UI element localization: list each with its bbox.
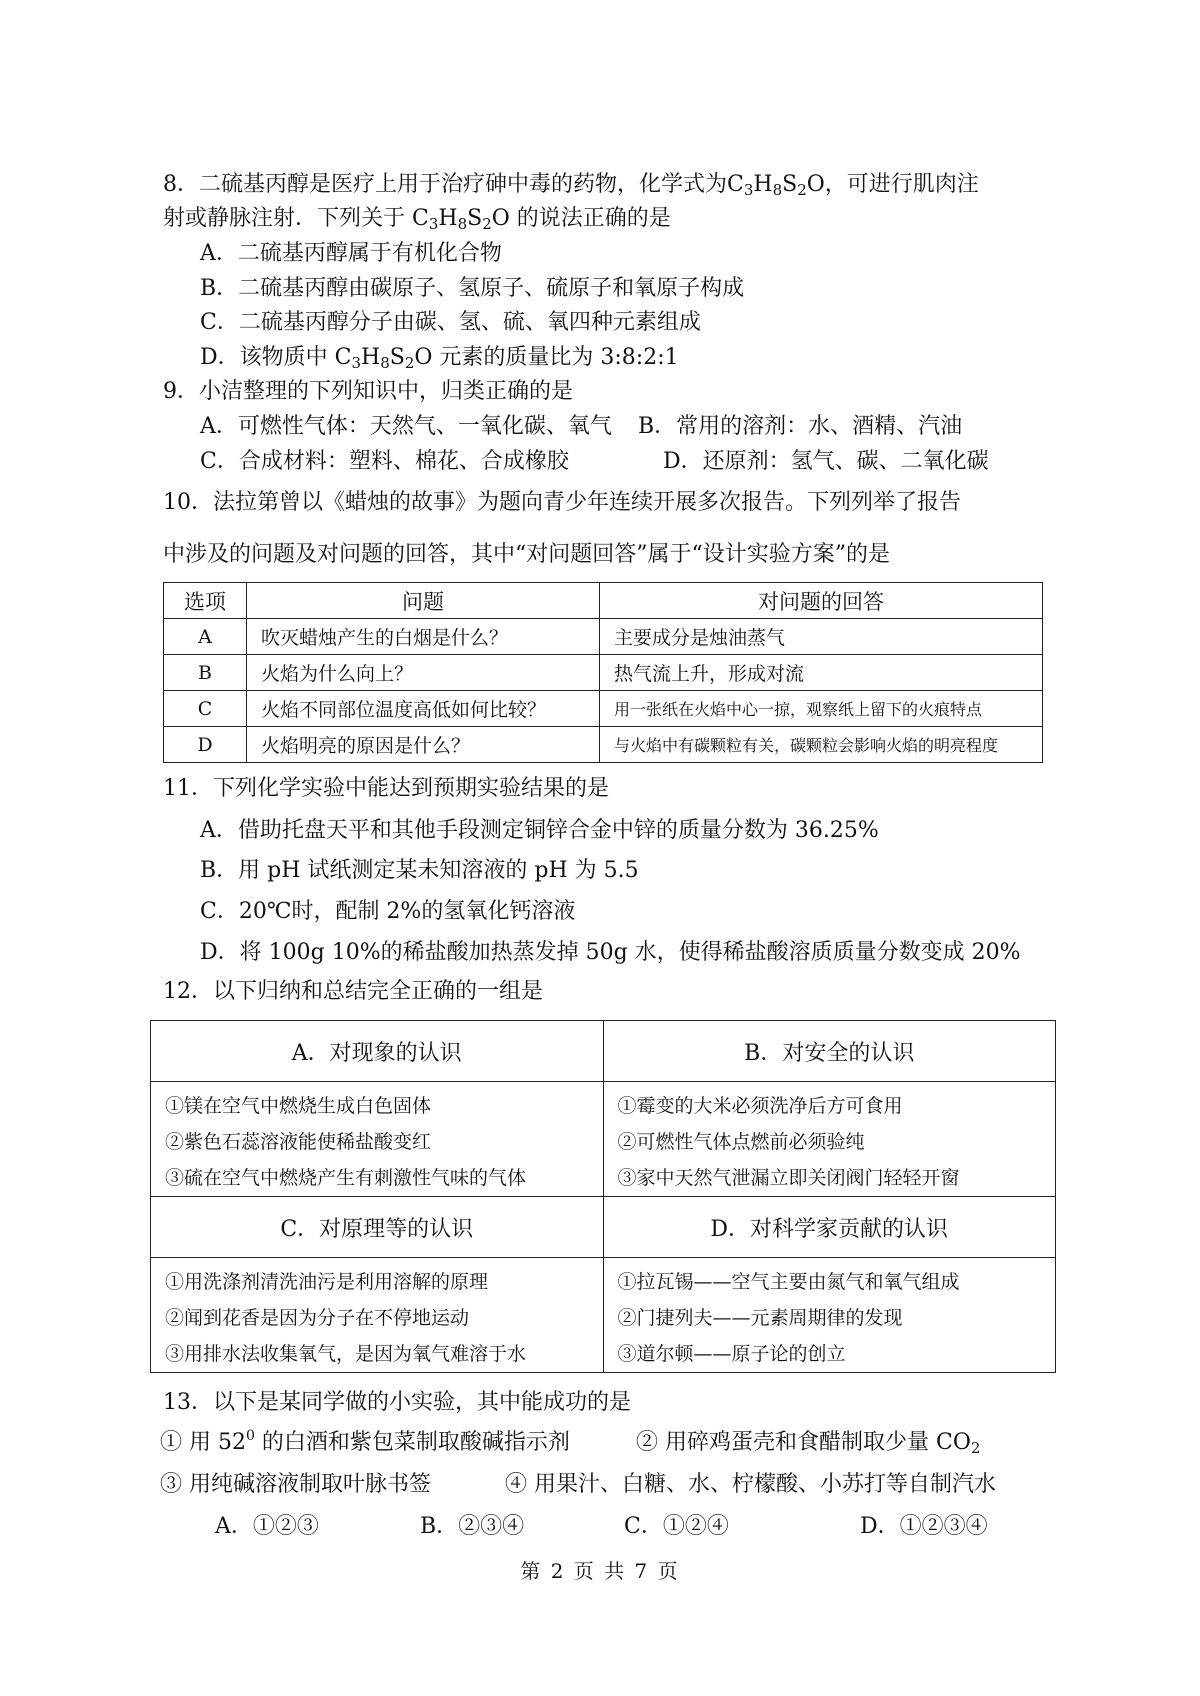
row-answer: 热气流上升，形成对流 (600, 655, 1043, 691)
q12-stem: 12．以下归纳和总结完全正确的一组是 (163, 979, 543, 1004)
q8-option-d-head: D．该物质中 (200, 345, 328, 370)
q11-option-d: D．将 100g 10%的稀盐酸加热蒸发掉 50g 水，使得稀盐酸溶质质量分数变成 20% (200, 940, 1021, 965)
table-row (164, 619, 1043, 655)
q11-option-b: B．用 pH 试纸测定某未知溶液的 pH 为 5.5 (200, 858, 639, 883)
table-row (164, 655, 1043, 691)
list-item: ③用排水法收集氧气，是因为氧气难溶于水 (165, 1343, 527, 1365)
q10-table (163, 582, 1043, 763)
list-item: ①拉瓦锡——空气主要由氮气和氧气组成 (617, 1271, 960, 1293)
q9-option-d: D．还原剂：氢气、碳、二氧化碳 (663, 449, 989, 474)
list-item: ①用洗涤剂清洗油污是利用溶解的原理 (165, 1271, 489, 1293)
q13-item-2-sub: 2 (970, 1439, 981, 1457)
q13-option-c: C．①②④ (624, 1514, 729, 1539)
row-answer: 主要成分是烛油蒸气 (600, 619, 1043, 655)
q12-a-items (151, 1082, 604, 1197)
list-item: ②门捷列夫——元素周期律的发现 (617, 1307, 903, 1329)
header-answer: 对问题的回答 (600, 583, 1043, 619)
q12-table (150, 1020, 1056, 1373)
table-row (164, 691, 1043, 727)
q13-option-d: D．①②③④ (860, 1514, 988, 1539)
q11-option-c: C．20℃时，配制 2%的氢氧化钙溶液 (200, 899, 576, 924)
q13-item-2-text: ② 用碎鸡蛋壳和食醋制取少量 CO (636, 1430, 971, 1455)
row-answer: 与火焰中有碳颗粒有关，碳颗粒会影响火焰的明亮程度 (600, 727, 1043, 763)
page-footer: 第 2 页 共 7 页 (520, 1559, 680, 1583)
q8-option-d: D．该物质中 $C_3H_8S_2O$ 元素的质量比为 3:8:2:1 (200, 345, 679, 372)
list-item: ①霉变的大米必须洗净后方可食用 (617, 1095, 903, 1117)
q8-stem-line2: 射或静脉注射．下列关于 $C_3H_8S_2O$ 的说法正确的是 (163, 206, 671, 233)
q11-stem: 11．下列化学实验中能达到预期实验结果的是 (163, 776, 609, 801)
row-question: 火焰不同部位温度高低如何比较？ (247, 691, 600, 727)
q13-item-1-head: ① 用 52 (160, 1430, 246, 1455)
q8-option-d-tail: 元素的质量比为 3:8:2:1 (439, 345, 679, 370)
q13-item-4: ④ 用果汁、白糖、水、柠檬酸、小苏打等自制汽水 (505, 1472, 996, 1497)
q13-item-1-tail: 的白酒和紫包菜制取酸碱指示剂 (254, 1430, 570, 1455)
q9-stem: 9．小洁整理的下列知识中，归类正确的是 (163, 379, 573, 404)
row-label: A (164, 619, 247, 655)
list-item: ③家中天然气泄漏立即关闭阀门轻轻开窗 (617, 1167, 960, 1189)
q13-option-a: A．①②③ (215, 1514, 319, 1539)
q12-b-heading: B．对安全的认识 (603, 1021, 1056, 1082)
q12-a-heading: A．对现象的认识 (151, 1021, 604, 1082)
table-row (164, 727, 1043, 763)
list-item: ②紫色石蕊溶液能使稀盐酸变红 (165, 1131, 432, 1153)
q8-stem-line1: 8．二硫基丙醇是医疗上用于治疗砷中毒的药物，化学式为$C_3H_8S_2O$，可进行肌肉注 (163, 172, 979, 199)
q8-option-a: A．二硫基丙醇属于有机化合物 (200, 241, 502, 266)
list-item: ②可燃性气体点燃前必须验纯 (617, 1131, 865, 1153)
list-item: ③硫在空气中燃烧产生有刺激性气味的气体 (165, 1167, 527, 1189)
row-label: B (164, 655, 247, 691)
q13-item-1 (160, 1428, 570, 1458)
q11-option-a: A．借助托盘天平和其他手段测定铜锌合金中锌的质量分数为 36.25% (200, 818, 879, 843)
q8-stem-tail: ，可进行肌肉注 (824, 172, 979, 197)
q12-b-items (603, 1082, 1056, 1197)
q8-option-c: C．二硫基丙醇分子由碳、氢、硫、氧四种元素组成 (200, 310, 701, 335)
list-item: ②闻到花香是因为分子在不停地运动 (165, 1307, 470, 1329)
q12-c-items (151, 1258, 604, 1373)
table-header-row (164, 583, 1043, 619)
q8-stem-text: 8．二硫基丙醇是医疗上用于治疗砷中毒的药物，化学式为 (163, 172, 727, 197)
q12-d-heading: D．对科学家贡献的认识 (603, 1197, 1056, 1258)
row-question: 火焰明亮的原因是什么？ (247, 727, 600, 763)
q8-stem2-head: 射或静脉注射．下列关于 (163, 206, 406, 231)
row-question: 吹灭蜡烛产生的白烟是什么？ (247, 619, 600, 655)
row-answer: 用一张纸在火焰中心一掠，观察纸上留下的火痕特点 (600, 691, 1043, 727)
row-label: D (164, 727, 247, 763)
q13-item-3: ③ 用纯碱溶液制取叶脉书签 (160, 1472, 431, 1497)
q13-item-1-sup: 0 (245, 1428, 255, 1444)
row-question: 火焰为什么向上？ (247, 655, 600, 691)
q10-stem-line2: 中涉及的问题及对问题的回答，其中“对问题回答”属于“设计实验方案”的是 (163, 542, 890, 567)
q12-c-heading: C．对原理等的认识 (151, 1197, 604, 1258)
list-item: ③道尔顿——原子论的创立 (617, 1343, 846, 1365)
q8-stem2-tail: 的说法正确的是 (516, 206, 671, 231)
q13-item-2 (636, 1428, 980, 1458)
q13-option-b: B．②③④ (420, 1514, 525, 1539)
q9-option-a: A．可燃性气体：天然气、一氧化碳、氧气 (200, 414, 612, 439)
row-label: C (164, 691, 247, 727)
q12-d-items (603, 1258, 1056, 1373)
header-option: 选项 (164, 583, 247, 619)
q9-option-b: B．常用的溶剂：水、酒精、汽油 (638, 414, 963, 439)
q13-stem: 13．以下是某同学做的小实验，其中能成功的是 (163, 1390, 631, 1415)
q8-option-b: B．二硫基丙醇由碳原子、氢原子、硫原子和氧原子构成 (200, 276, 745, 301)
list-item: ①镁在空气中燃烧生成白色固体 (165, 1095, 432, 1117)
header-question: 问题 (247, 583, 600, 619)
q9-option-c: C．合成材料：塑料、棉花、合成橡胶 (200, 449, 569, 474)
q10-stem-line1: 10．法拉第曾以《蜡烛的故事》为题向青少年连续开展多次报告。下列列举了报告 (163, 490, 961, 515)
